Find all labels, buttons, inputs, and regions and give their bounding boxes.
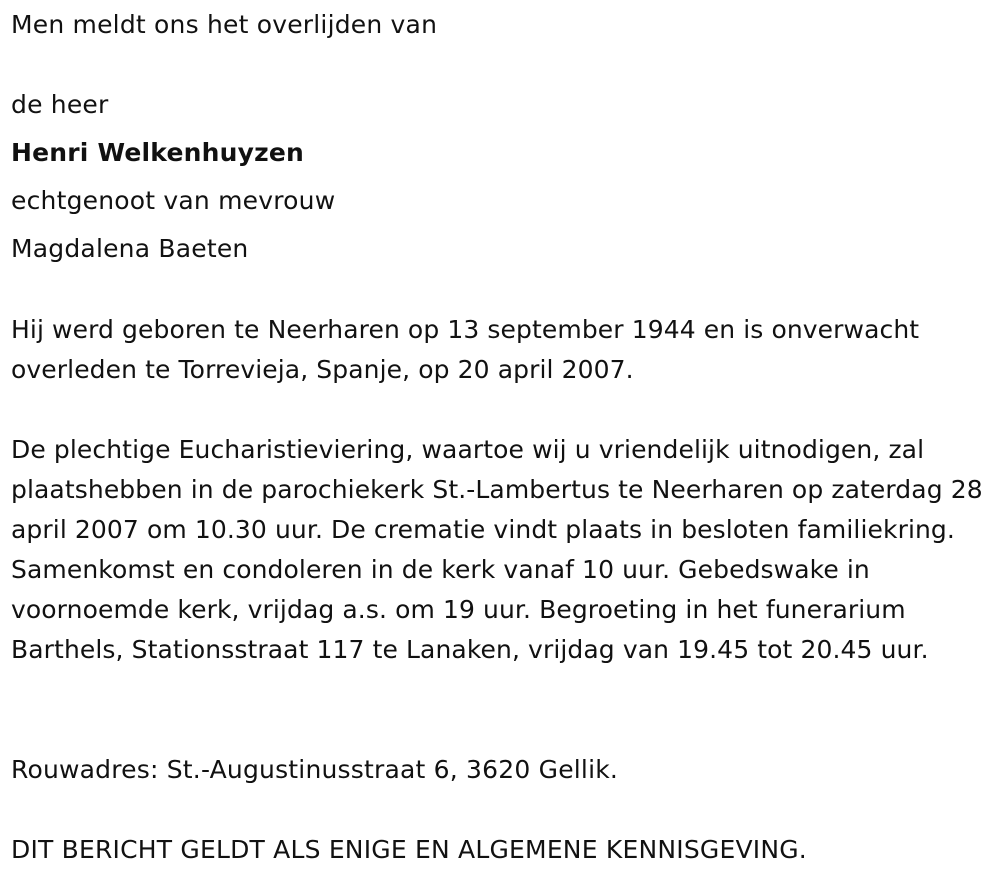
deceased-name: Henri Welkenhuyzen bbox=[11, 138, 304, 167]
birth-death-paragraph: Hij werd geboren te Neerharen op 13 september 1944 en is onverwacht overleden te Torrevieja, Spanje, op 20 april 2007. bbox=[11, 315, 920, 384]
relation-text: echtgenoot van mevrouw bbox=[11, 186, 336, 215]
closing-statement: DIT BERICHT GELDT ALS ENIGE EN ALGEMENE KENNISGEVING. bbox=[11, 835, 807, 864]
mourning-address: Rouwadres: St.-Augustinusstraat 6, 3620 Gellik. bbox=[11, 755, 619, 784]
ceremony-paragraph: De plechtige Eucharistieviering, waartoe wij u vriendelijk uitnodigen, zal plaatshebben in de parochiekerk St.-Lambertus te Neerharen op zaterdag 28 april 2007 om 10.30 uur. De crematie vindt plaats in besloten familiekring. Samenkomst en condoleren in de kerk vanaf 10 uur. Gebedswake in voornoemde kerk, vrijdag a.s. om 19 uur. Begroeting in het funerarium Barthels, Stationsstraat 117 te Lanaken, vrijdag van 19.45 tot 20.45 uur. bbox=[11, 435, 983, 664]
spouse-name: Magdalena Baeten bbox=[11, 234, 249, 263]
intro-text: Men meldt ons het overlijden van bbox=[11, 10, 438, 39]
salutation-text: de heer bbox=[11, 90, 109, 119]
